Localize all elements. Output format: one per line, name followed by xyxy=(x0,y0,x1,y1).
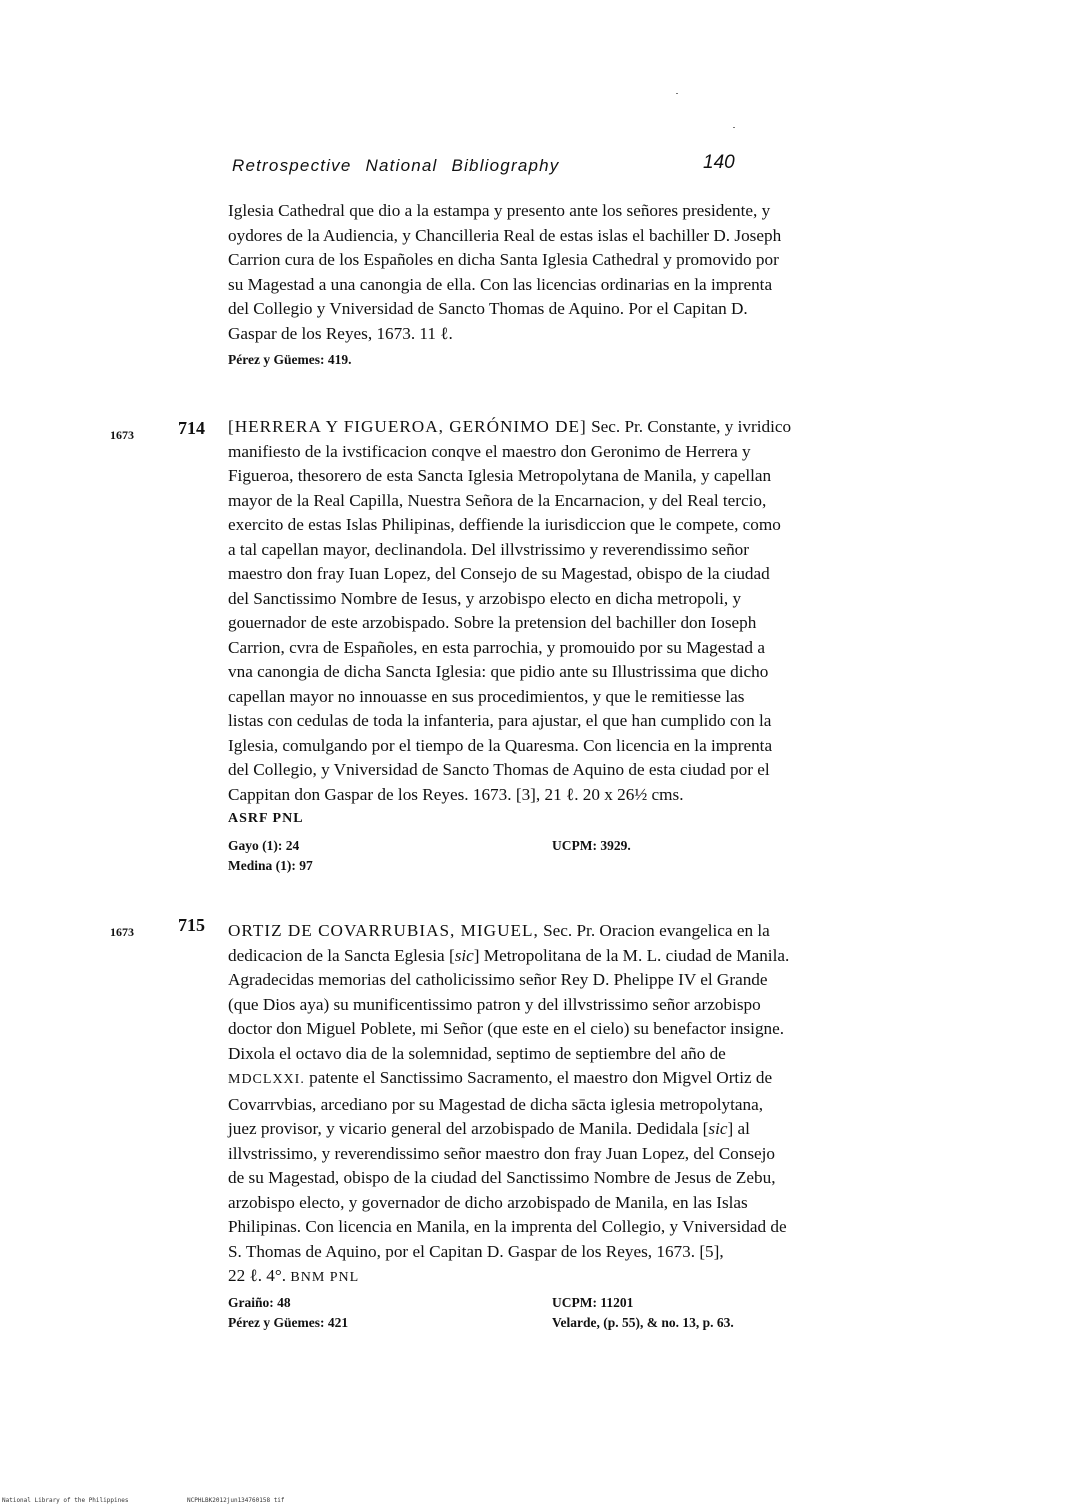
text-line: Gaspar de los Reyes, 1673. 11 ℓ. xyxy=(228,323,453,343)
entry-year: 1673 xyxy=(110,925,134,939)
continuation-entry xyxy=(228,199,868,370)
entry-title-start: Sec. Pr. Oracion evangelica en la xyxy=(543,921,770,940)
text-line: del Collegio y Vniversidad de Sancto Thomas de Aquino. Por el Capitan D. xyxy=(228,299,748,318)
text-line: a tal capellan mayor, declinandola. Del illvstrissimo y reverendissimo señor xyxy=(228,539,749,559)
holding-locations: BNM PNL xyxy=(290,1270,360,1285)
sic-mark: sic xyxy=(454,945,474,965)
entry-first-line xyxy=(228,415,868,440)
text-line: manifiesto de la ivstificacion conqve el maestro don Geronimo de Herrera y xyxy=(228,441,751,461)
text-line xyxy=(228,1117,868,1142)
text-line: Philipinas. Con licencia en Manila, en la imprenta del Collegio, y Vniversidad de xyxy=(228,1217,787,1236)
text-line: Iglesia Cathedral que dio a la estampa y presento ante los señores presidente, y xyxy=(228,201,771,220)
text-line: del Collegio, y Vniversidad de Sancto Thomas de Aquino de esta ciudad por el xyxy=(228,760,770,779)
text-line: capellan mayor no innouasse en sus procedimientos, y que le remitiesse las xyxy=(228,686,745,706)
text-line: maestro don fray Iuan Lopez, del Consejo de su Magestad, obispo de la ciudad xyxy=(228,564,770,583)
text-line: mayor de la Real Capilla, Nuestra Señora de la Encarnacion, y del Real tercio, xyxy=(228,490,767,510)
reference: Graiño: 48 xyxy=(228,1294,291,1310)
text-line: vna canongia de dicha Sancta Iglesia: que pidio ante su Illustrissima que dicho xyxy=(228,662,769,681)
entry-author: ORTIZ DE COVARRUBIAS, MIGUEL, xyxy=(228,921,539,940)
reference: Gayo (1): 24 xyxy=(228,837,300,853)
roman-numeral: MDCLXXI. xyxy=(228,1072,305,1087)
text-line xyxy=(228,1264,868,1291)
entry-number: 715 xyxy=(178,915,205,935)
reference: UCPM: 11201 xyxy=(552,1294,634,1310)
text-line xyxy=(228,944,868,969)
running-head-word: National xyxy=(365,156,438,175)
text-line: Agradecidas memorias del catholicissimo señor Rey D. Phelippe IV el Grande xyxy=(228,970,768,989)
text-line: del Sanctissimo Nombre de Iesus, y arzobispo electo en dicha metropoli, y xyxy=(228,588,742,608)
text-line: Dixola el octavo dia de la solemnidad, septimo de septiembre del año de xyxy=(228,1043,726,1063)
text-line: de su Magestad, obispo de la ciudad del Sanctissimo Nombre de Jesus de Zebu, xyxy=(228,1168,776,1187)
text-line: su Magestad a una canongia de ella. Con las licencias ordinarias en la imprenta xyxy=(228,274,773,294)
reference: Pérez y Güemes: 421 xyxy=(228,1314,349,1330)
page-number: 140 xyxy=(703,152,735,173)
scan-footer xyxy=(2,1497,285,1504)
bibliography-entry xyxy=(228,415,868,878)
text-fragment: patente el Sanctissimo Sacramento, el maestro don Migvel Ortiz de xyxy=(309,1068,773,1087)
text-line xyxy=(228,1066,868,1093)
running-head-word: Bibliography xyxy=(451,156,560,175)
reference: UCPM: 3929. xyxy=(552,837,631,853)
bibliography-entry xyxy=(228,919,868,1335)
references xyxy=(228,836,868,878)
text-fragment: juez provisor, y vicario general del arzobispado de Manila. Dedidala [ xyxy=(228,1119,709,1138)
running-head xyxy=(232,156,560,176)
scan-speck xyxy=(733,127,735,128)
entry-author: [HERRERA Y FIGUEROA, GERÓNIMO DE] xyxy=(228,417,587,436)
text-line: S. Thomas de Aquino, por el Capitan D. Gaspar de los Reyes, 1673. [5], xyxy=(228,1241,724,1261)
format-info: 22 ℓ. 4°. xyxy=(228,1266,287,1285)
text-fragment: ] Metropolitana de la M. L. ciudad de Manila. xyxy=(473,945,790,965)
text-line: exercito de estas Islas Philipinas, deffiende la iurisdiccion que le compete, como xyxy=(228,515,781,534)
footer-library: National Library of the Philippines xyxy=(2,1497,129,1504)
text-line: Figueroa, thesorero de esta Sancta Iglesia Metropolytana de Manila, y capellan xyxy=(228,466,772,485)
text-line: Carrion, cvra de Españoles, en esta parrochia, y promouido por su Magestad a xyxy=(228,637,765,657)
sic-mark: sic xyxy=(708,1119,728,1138)
text-line: oydores de la Audiencia, y Chancilleria Real de estas islas el bachiller D. Joseph xyxy=(228,225,782,245)
entry-title-start: Sec. Pr. Constante, y ivridico xyxy=(591,417,792,436)
references xyxy=(228,1293,868,1335)
text-fragment: ] al xyxy=(727,1119,750,1138)
text-line: illvstrissimo, y reverendissimo señor maestro don fray Juan Lopez, del Consejo xyxy=(228,1143,776,1163)
text-line: listas con cedulas de toda la infanteria, para ajustar, el que han cumplido con la xyxy=(228,711,772,730)
text-line: (que Dios aya) su munificentissimo patron y del illvstrissimo señor arzobispo xyxy=(228,994,761,1014)
holding-locations: ASRF PNL xyxy=(228,811,304,826)
running-head-word: Retrospective xyxy=(232,156,352,175)
text-line: arzobispo electo, y governador de dicho arzobispado de Manila, en las Islas xyxy=(228,1192,748,1212)
text-line: Cappitan don Gaspar de los Reyes. 1673. [3], 21 ℓ. 20 x 26½ cms. xyxy=(228,784,684,804)
scan-speck xyxy=(676,93,678,94)
text-fragment: dedicacion de la Sancta Eglesia [ xyxy=(228,945,455,965)
entry-number: 714 xyxy=(178,418,205,438)
reference: Velarde, (p. 55), & no. 13, p. 63. xyxy=(552,1314,734,1330)
footer-file-id: NCPHLBK2012jun134760158 tif xyxy=(187,1497,285,1504)
text-line: Iglesia, comulgando por el tiempo de la Quaresma. Con licencia en la imprenta xyxy=(228,735,773,755)
reference: Medina (1): 97 xyxy=(228,857,313,873)
entry-year: 1673 xyxy=(110,428,134,442)
reference: Pérez y Güemes: 419. xyxy=(228,352,352,367)
text-line: Covarrvbias, arcediano por su Magestad de dicha sācta iglesia metropolytana, xyxy=(228,1094,764,1114)
text-line: Carrion cura de los Españoles en dicha Santa Iglesia Cathedral y promovido por xyxy=(228,250,779,269)
text-line: doctor don Miguel Poblete, mi Señor (que este en el cielo) su benefactor insigne. xyxy=(228,1019,785,1038)
entry-first-line xyxy=(228,919,868,944)
text-line: gouernador de este arzobispado. Sobre la pretension del bachiller don Ioseph xyxy=(228,613,757,632)
